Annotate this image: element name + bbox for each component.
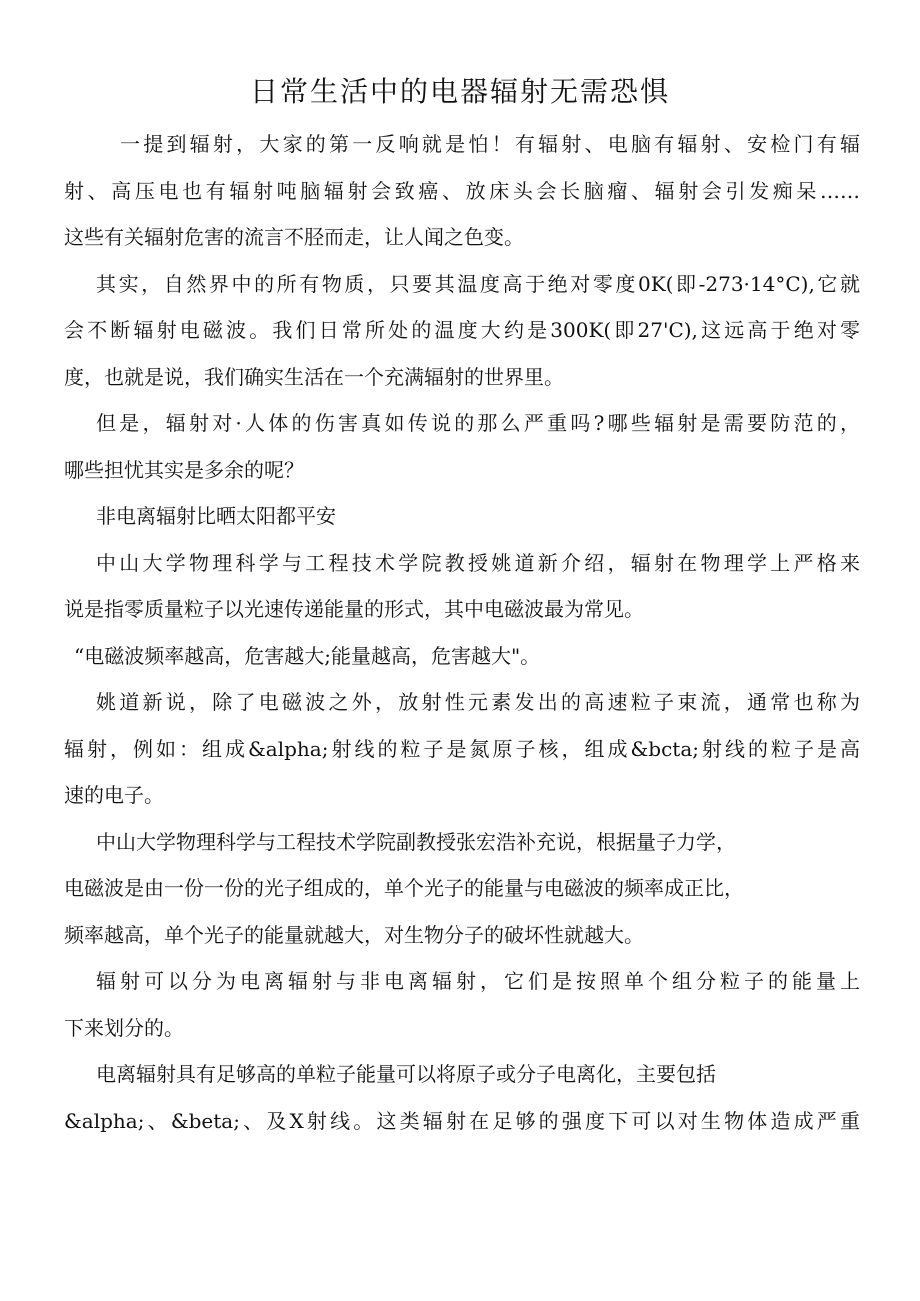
- quote-line: “电磁波频率越高，危害越大;能量越高，危害越大"。: [74, 643, 541, 668]
- text-line: 辐射，例如：组成&alpha;射线的粒子是氮原子核，组成&bcta;射线的粒子是高: [64, 736, 860, 761]
- text-line: 说是指零质量粒子以光速传递能量的形式，其中电磁波最为常见。: [64, 597, 644, 621]
- text-line: 姚道新说，除了电磁波之外，放射性元素发出的高速粒子束流，通常也称为: [96, 690, 860, 714]
- text-line: 会不断辐射电磁波。我们日常所处的温度大约是300K(即27'C),这远高于绝对零: [64, 318, 860, 342]
- text-line: 速的电子。: [64, 783, 164, 807]
- section-heading: 非电离辐射比晒太阳都平安: [96, 504, 336, 528]
- text-line: 下来划分的。: [64, 1015, 184, 1040]
- document-title: 日常生活中的电器辐射无需恐惧: [249, 75, 670, 108]
- text-line: 哪些担忧其实是多余的呢？: [64, 457, 304, 482]
- text-line: 度，也就是说，我们确实生活在一个充满辐射的世界里。: [64, 364, 564, 389]
- text-line: 射、高压电也有辐射吨脑辐射会致癌、放床头会长脑瘤、辐射会引发痴呆……: [64, 178, 860, 203]
- text-line: 这些有关辐射危害的流言不胫而走，让人闻之色变。: [64, 225, 524, 249]
- text-line: 频率越高，单个光子的能量就越大，对生物分子的破坏性就越大。: [64, 922, 644, 947]
- text-line: 电离辐射具有足够高的单粒子能量可以将原子或分子电离化，主要包括: [96, 1062, 716, 1086]
- text-line: &alpha;、&beta;、及X射线。这类辐射在足够的强度下可以对生物体造成严重: [64, 1108, 860, 1133]
- text-line: 电磁波是由一份一份的光子组成的，单个光子的能量与电磁波的频率成正比，: [64, 876, 744, 900]
- text-line: 中山大学物理科学与工程技术学院教授姚道新介绍，辐射在物理学上严格来: [96, 550, 860, 575]
- text-line: 中山大学物理科学与工程技术学院副教授张宏浩补充说，根据量子力学，: [96, 829, 736, 854]
- text-line: 一提到辐射，大家的第一反响就是怕！有辐射、电脑有辐射、安检门有辐: [120, 132, 860, 156]
- document-body: [64, 121, 860, 1144]
- text-line: 其实，自然界中的所有物质，只要其温度高于绝对零度0K(即-273·14°C),它就: [96, 271, 860, 296]
- text-line: 但是，辐射对·人体的伤害真如传说的那么严重吗?哪些辐射是需要防范的，: [96, 411, 860, 435]
- text-line: 辐射可以分为电离辐射与非电离辐射，它们是按照单个组分粒子的能量上: [96, 969, 860, 993]
